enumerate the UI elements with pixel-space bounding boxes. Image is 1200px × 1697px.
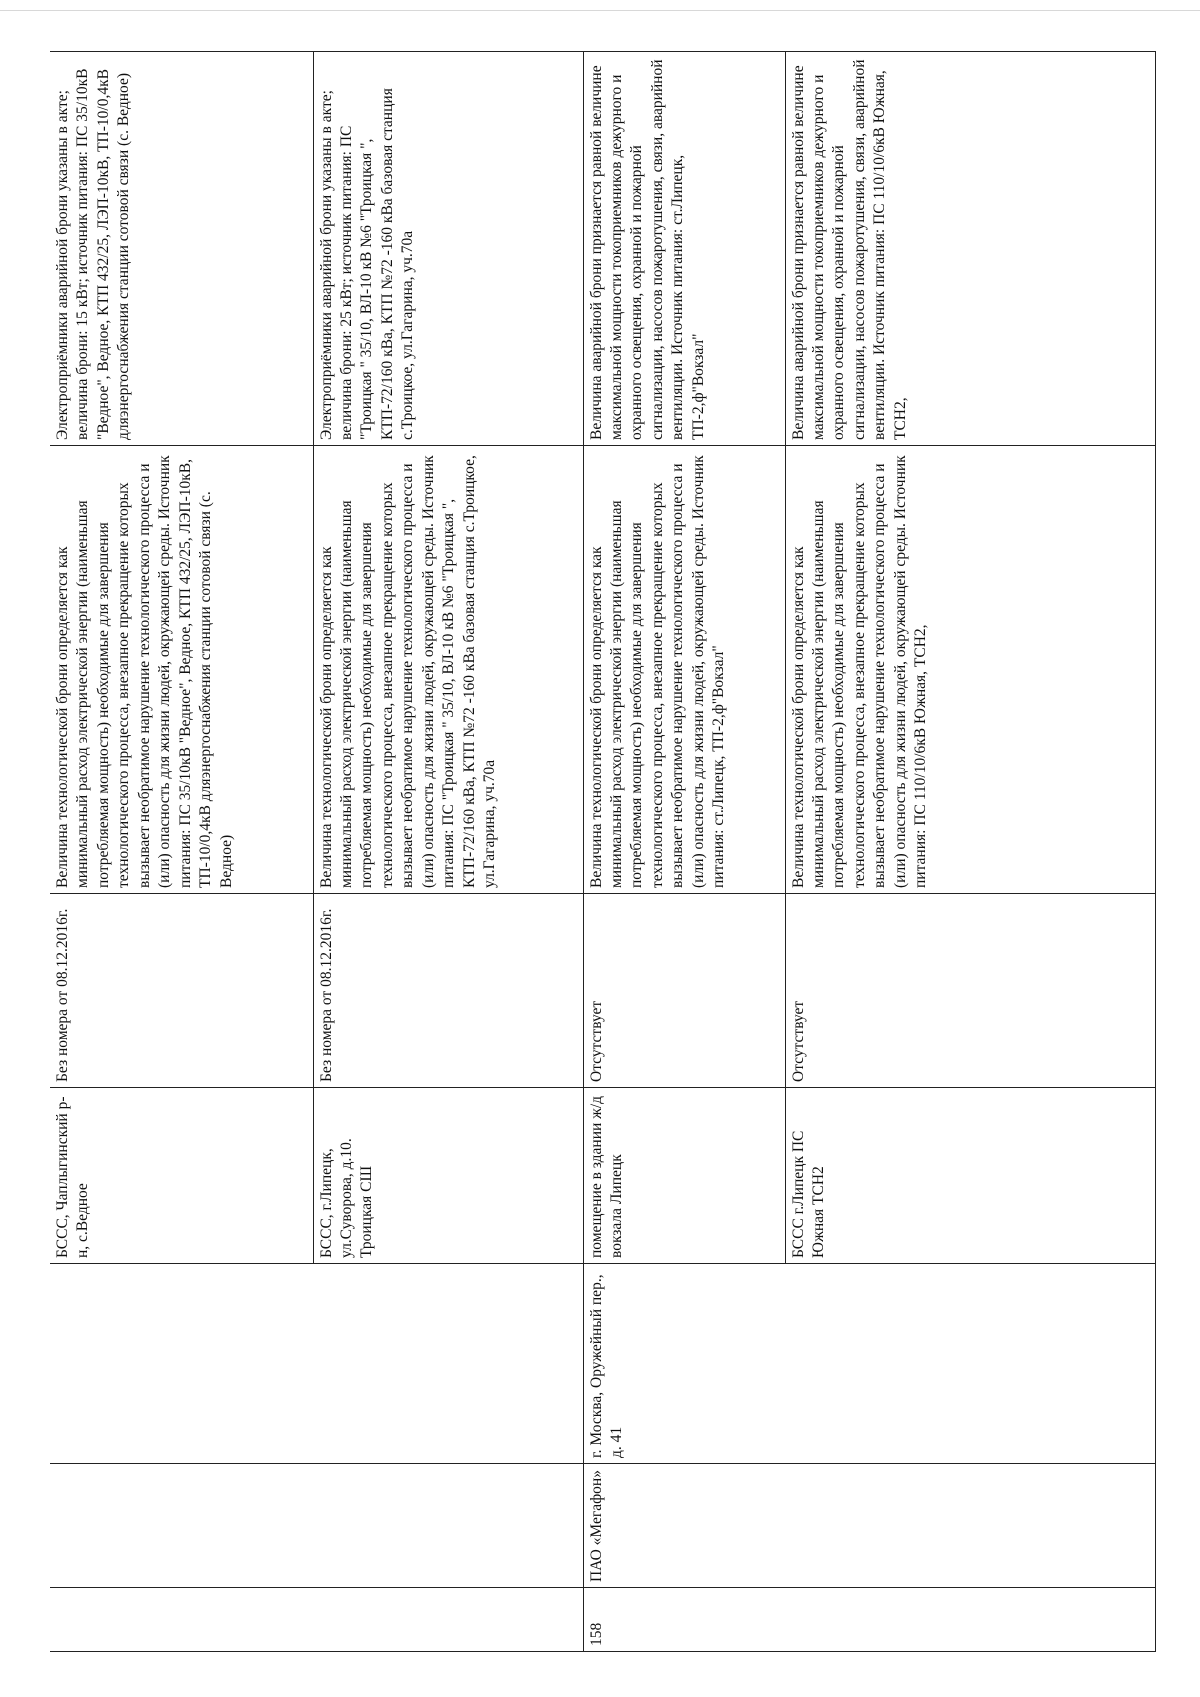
cell-number <box>313 1588 583 1652</box>
cell-number <box>50 1588 313 1652</box>
rotated-page-content <box>50 52 1155 1652</box>
cell-emergency-reserve: Величина аварийной брони признается равной величине максимальной мощности токоприемников дежурного и охранного освещения, охранной и пожарной сигнализации, насосов пожаротушения, связи, аварийной вентиляции. Источник питания: ст.Липецк, ТП-2,ф"Вокзал" <box>583 52 785 446</box>
cell-act: Без номера от 08.12.2016г. <box>313 894 583 1088</box>
cell-number <box>785 1588 1155 1652</box>
cell-organization <box>50 1464 313 1588</box>
cell-address: г. Москва, Оружейный пер., д. 41 <box>583 1264 785 1464</box>
power-reservation-table <box>50 51 1156 1652</box>
cell-object: БССС, Чаплыгинский р-н, с.Ведное <box>50 1088 313 1264</box>
cell-address <box>50 1264 313 1464</box>
cell-technological-reserve: Величина технологической брони определяется как минимальный расход электрической энергии (наименьшая потребляемая мощность) необходимые для завершения технологического процесса, внезапное прекращение которых вызывает необратимое нарушение технологического процесса и (или) опасность для жизни людей, окружающей среды. Источник питания: ПС "Троицкая " 35/10, ВЛ-10 кВ №6 "Троицкая ", КТП-72/160 кВа, КТП №72 -160 кВа базовая станция с.Троицкое, ул.Гагарина, уч.70а <box>313 446 583 894</box>
cell-emergency-reserve: Электроприёмники аварийной брони указаны в акте; величина брони: 15 кВт; источник питания: ПС 35/10кВ "Ведное", Ведное, КТП 432/25, ЛЭП-10кВ, ТП-10/0,4кВ дляэнергоснабжения станции сотовой связи (с. Ведное) <box>50 52 313 446</box>
scan-edge-line <box>0 10 1200 11</box>
cell-act: Без номера от 08.12.2016г. <box>50 894 313 1088</box>
table-row <box>785 52 1155 1652</box>
cell-emergency-reserve: Величина аварийной брони признается равной величине максимальной мощности токоприемников дежурного и охранного освещения, охранной и пожарной сигнализации, насосов пожаротушения, связи, аварийной вентиляции. Источник питания: ПС 110/10/6кВ Южная, ТСН2, <box>785 52 1155 446</box>
cell-object: помещение в здании ж/д вокзала Липецк <box>583 1088 785 1264</box>
cell-organization: ПАО «Мегафон» <box>583 1464 785 1588</box>
cell-technological-reserve: Величина технологической брони определяется как минимальный расход электрической энергии (наименьшая потребляемая мощность) необходимые для завершения технологического процесса, внезапное прекращение которых вызывает необратимое нарушение технологического процесса и (или) опасность для жизни людей, окружающей среды. Источник питания: ПС 35/10кВ "Ведное", Ведное, КТП 432/25, ЛЭП-10кВ, ТП-10/0,4кВ дляэнергоснабжения станции сотовой связи (с. Ведное) <box>50 446 313 894</box>
table-row <box>313 52 583 1652</box>
cell-organization <box>313 1464 583 1588</box>
cell-number: 158 <box>583 1588 785 1652</box>
cell-emergency-reserve: Электроприёмники аварийной брони указаны в акте; величина брони: 25 кВт; источник питания: ПС "Троицкая " 35/10, ВЛ-10 кВ №6 "Троицкая ", КТП-72/160 кВа, КТП №72 -160 кВа базовая станция с.Троицкое, ул.Гагарина, уч.70а <box>313 52 583 446</box>
cell-technological-reserve: Величина технологической брони определяется как минимальный расход электрической энергии (наименьшая потребляемая мощность) необходимые для завершения технологического процесса, внезапное прекращение которых вызывает необратимое нарушение технологического процесса и (или) опасность для жизни людей, окружающей среды. Источник питания: ПС 110/10/6кВ Южная, ТСН2, <box>785 446 1155 894</box>
cell-act: Отсутствует <box>583 894 785 1088</box>
cell-address <box>785 1264 1155 1464</box>
cell-object: БССС, г.Липецк, ул.Суворова, д.10. Троицкая СШ <box>313 1088 583 1264</box>
cell-address <box>313 1264 583 1464</box>
table-row <box>50 52 313 1652</box>
cell-act: Отсутствует <box>785 894 1155 1088</box>
cell-organization <box>785 1464 1155 1588</box>
cell-technological-reserve: Величина технологической брони определяется как минимальный расход электрической энергии (наименьшая потребляемая мощность) необходимые для завершения технологического процесса, внезапное прекращение которых вызывает необратимое нарушение технологического процесса и (или) опасность для жизни людей, окружающей среды. Источник питания: ст.Липецк, ТП-2,ф"Вокзал" <box>583 446 785 894</box>
table-row <box>583 52 785 1652</box>
cell-object: БССС г.Липецк ПС Южная ТСН2 <box>785 1088 1155 1264</box>
